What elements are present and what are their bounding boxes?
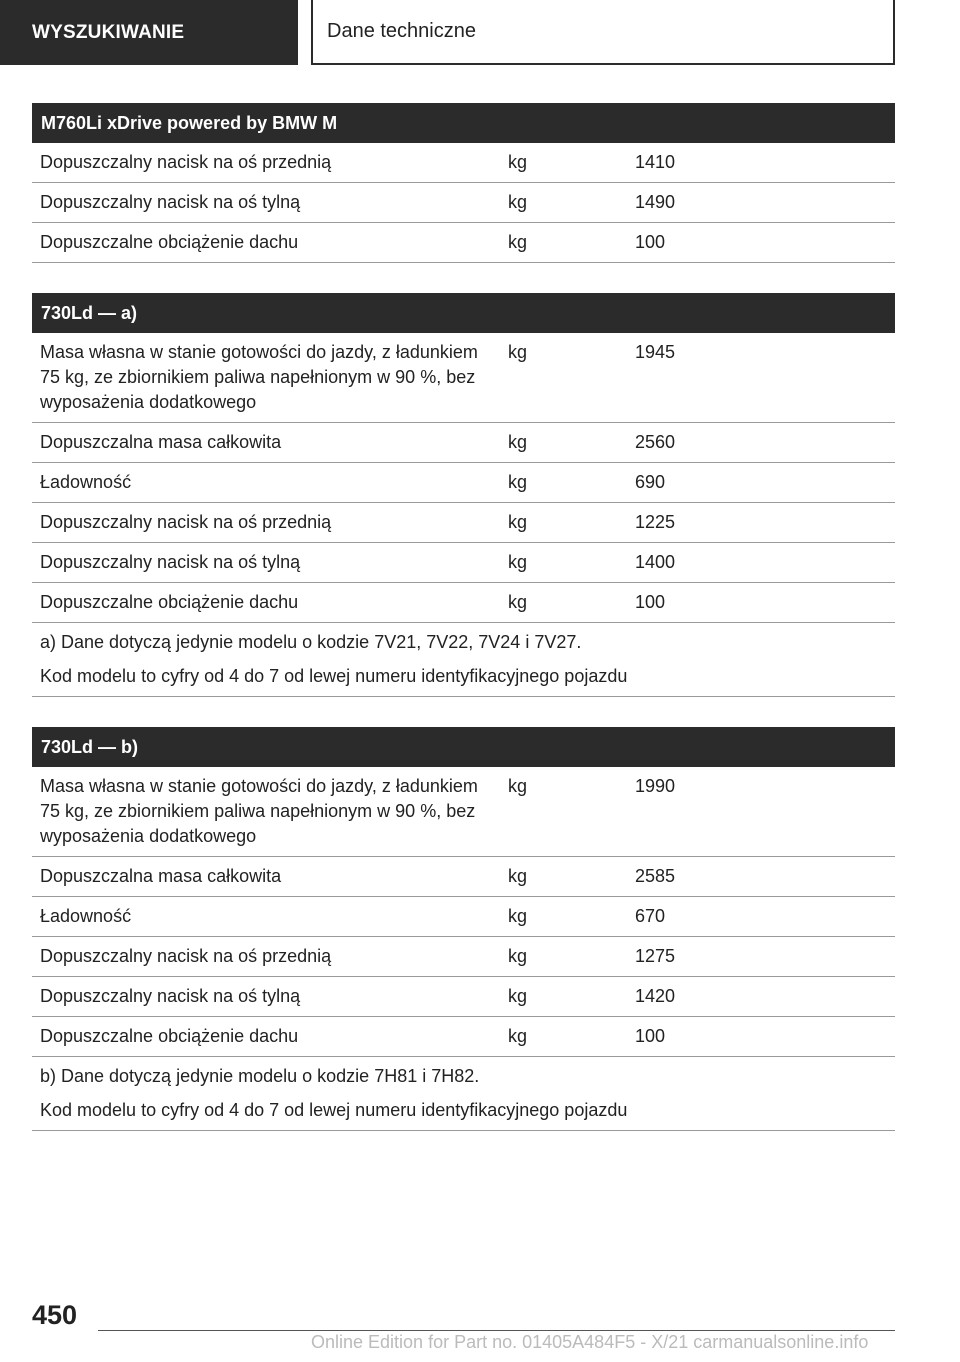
row-unit: kg [508, 866, 528, 886]
table-row [32, 937, 895, 977]
row-label: Dopuszczalne obciążenie dachu [40, 232, 299, 252]
section-tab[interactable] [311, 0, 895, 65]
footnote-text: b) Dane dotyczą jedynie modelu o kodzie 7H81 i 7H82. [40, 1066, 480, 1086]
row-label: Dopuszczalne obciążenie dachu [40, 1026, 299, 1046]
row-unit: kg [508, 946, 528, 966]
row-label: Masa własna w stanie gotowości do jazdy, z ładunkiem 75 kg, ze zbiornikiem paliwa napełnionym w 90 %, bez wyposażenia dodatkowego [40, 342, 478, 412]
search-tab-label: WYSZUKIWANIE [32, 21, 185, 43]
table-row [32, 223, 895, 263]
spec-table-m760li [32, 103, 895, 263]
row-value: 1990 [635, 776, 676, 796]
row-label: Masa własna w stanie gotowości do jazdy, z ładunkiem 75 kg, ze zbiornikiem paliwa napełnionym w 90 %, bez wyposażenia dodatkowego [40, 776, 478, 846]
row-label: Dopuszczalny nacisk na oś tylną [40, 192, 301, 212]
footnote-text: Kod modelu to cyfry od 4 do 7 od lewej numeru identyfikacyjnego pojazdu [40, 666, 628, 686]
footer-divider [98, 1330, 895, 1331]
row-label: Dopuszczalna masa całkowita [40, 866, 282, 886]
row-label: Dopuszczalna masa całkowita [40, 432, 282, 452]
table-row [32, 333, 895, 423]
spec-table-title: 730Ld — a) [32, 293, 895, 333]
row-value: 2560 [635, 432, 676, 452]
spec-table-title: M760Li xDrive powered by BMW M [32, 103, 895, 143]
row-label: Ładowność [40, 472, 132, 492]
table-row [32, 977, 895, 1017]
spec-table-730ld-b [32, 727, 895, 1131]
row-unit: kg [508, 152, 528, 172]
row-label: Dopuszczalny nacisk na oś tylną [40, 986, 301, 1006]
table-row [32, 583, 895, 623]
footnote-text: Kod modelu to cyfry od 4 do 7 od lewej numeru identyfikacyjnego pojazdu [40, 1100, 628, 1120]
row-label: Dopuszczalny nacisk na oś tylną [40, 552, 301, 572]
row-value: 1275 [635, 946, 676, 966]
table-row [32, 857, 895, 897]
top-navigation [0, 0, 960, 66]
row-unit: kg [508, 776, 528, 796]
table-footnote [32, 623, 895, 697]
table-row [32, 767, 895, 857]
row-value: 1225 [635, 512, 676, 532]
row-unit: kg [508, 472, 528, 492]
section-title: Dane techniczne [327, 20, 476, 42]
row-value: 1945 [635, 342, 676, 362]
table-footnote [32, 1057, 895, 1131]
row-value: 1400 [635, 552, 676, 572]
row-unit: kg [508, 1026, 528, 1046]
row-unit: kg [508, 192, 528, 212]
row-value: 690 [635, 472, 666, 492]
spec-content [32, 103, 895, 1161]
row-value: 100 [635, 232, 666, 252]
spec-table-730ld-a [32, 293, 895, 697]
row-unit: kg [508, 232, 528, 252]
row-label: Dopuszczalny nacisk na oś przednią [40, 152, 332, 172]
row-label: Dopuszczalny nacisk na oś przednią [40, 512, 332, 532]
table-row [32, 423, 895, 463]
spec-table-title: 730Ld — b) [32, 727, 895, 767]
row-value: 2585 [635, 866, 676, 886]
row-unit: kg [508, 592, 528, 612]
row-unit: kg [508, 552, 528, 572]
row-unit: kg [508, 512, 528, 532]
row-label: Ładowność [40, 906, 132, 926]
search-tab[interactable] [0, 0, 298, 65]
table-row [32, 463, 895, 503]
row-unit: kg [508, 432, 528, 452]
footer-edition [311, 1332, 895, 1353]
row-unit: kg [508, 906, 528, 926]
row-value: 100 [635, 592, 666, 612]
table-row [32, 543, 895, 583]
footnote-text: a) Dane dotyczą jedynie modelu o kodzie 7V21, 7V22, 7V24 i 7V27. [40, 632, 582, 652]
row-value: 1410 [635, 152, 676, 172]
row-value: 100 [635, 1026, 666, 1046]
table-row [32, 183, 895, 223]
footer-edition-text: Online Edition for Part no. 01405A484F5 - X/21 carmanualsonline.info [311, 1332, 869, 1352]
table-row [32, 1017, 895, 1057]
table-row [32, 503, 895, 543]
row-unit: kg [508, 986, 528, 1006]
page-number: 450 [32, 1300, 78, 1330]
row-label: Dopuszczalne obciążenie dachu [40, 592, 299, 612]
row-value: 1490 [635, 192, 676, 212]
row-unit: kg [508, 342, 528, 362]
table-row [32, 897, 895, 937]
table-row [32, 143, 895, 183]
row-label: Dopuszczalny nacisk na oś przednią [40, 946, 332, 966]
row-value: 1420 [635, 986, 676, 1006]
row-value: 670 [635, 906, 666, 926]
